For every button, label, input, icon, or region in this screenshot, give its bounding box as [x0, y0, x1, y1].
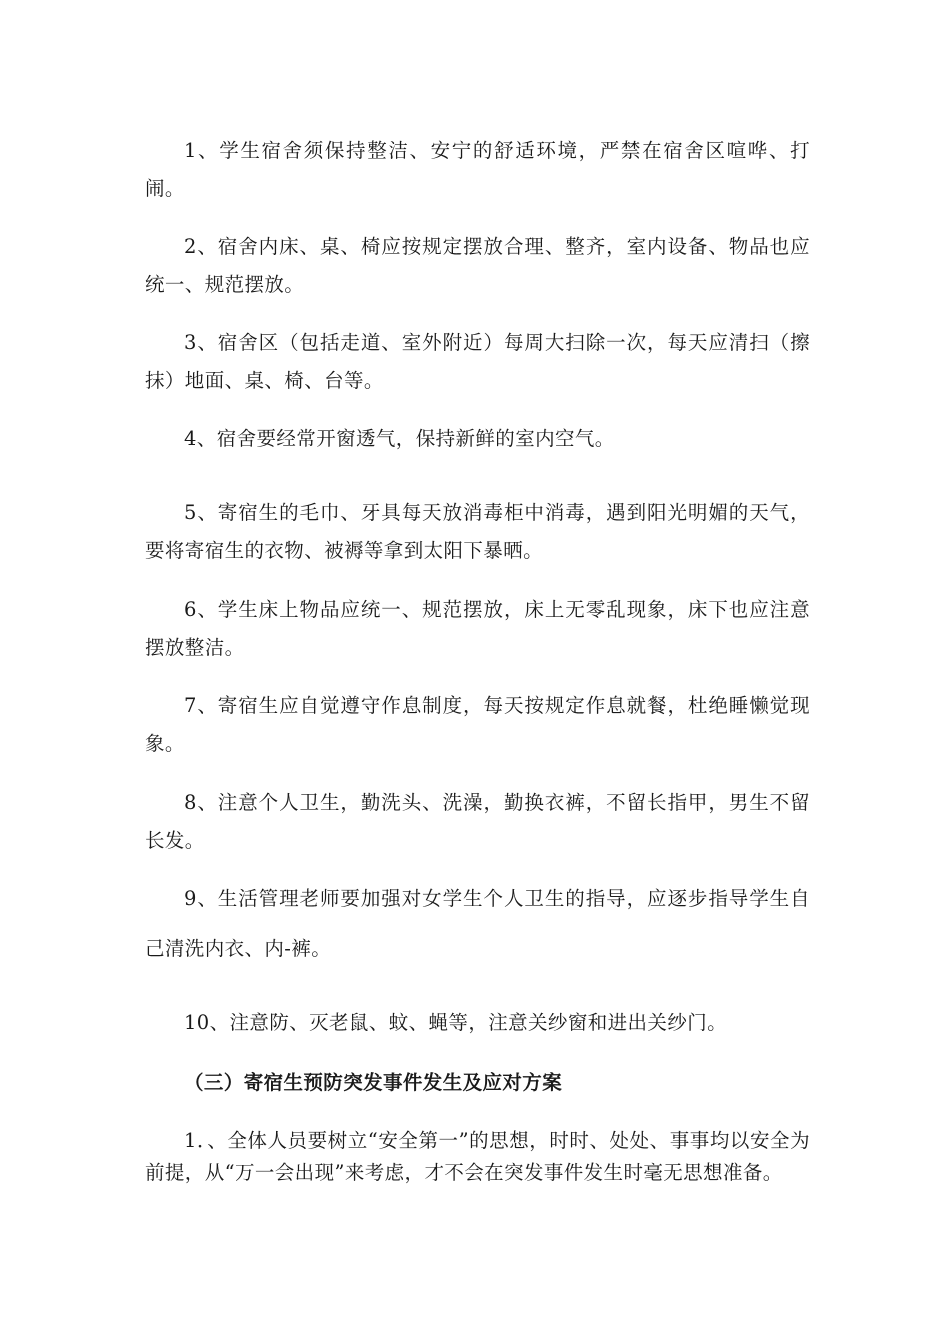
paragraph-3: 3、宿舍区（包括走道、室外附近）每周大扫除一次，每天应清扫（擦抹）地面、桌、椅、台等。 [145, 331, 810, 392]
paragraph-1: 1、学生宿舍须保持整洁、安宁的舒适环境，严禁在宿舍区喧哗、打闹。 [145, 139, 810, 200]
paragraph-10: 10、注意防、灭老鼠、蚊、蝇等，注意关纱窗和进出关纱门。 [184, 1011, 728, 1034]
paragraph-2: 2、宿舍内床、桌、椅应按规定摆放合理、整齐，室内设备、物品也应统一、规范摆放。 [145, 235, 810, 296]
paragraph-7: 7、寄宿生应自觉遵守作息制度，每天按规定作息就餐，杜绝睡懒觉现象。 [145, 694, 810, 755]
paragraph-6: 6、学生床上物品应统一、规范摆放，床上无零乱现象，床下也应注意摆放整洁。 [145, 598, 810, 659]
paragraph-9: 9、生活管理老师要加强对女学生个人卫生的指导，应逐步指导学生自己清洗内衣、内-裤。 [145, 887, 810, 960]
paragraph-5: 5、寄宿生的毛巾、牙具每天放消毒柜中消毒，遇到阳光明媚的天气，要将寄宿生的衣物、被褥等拿到太阳下暴晒。 [145, 501, 810, 562]
section-heading: （三）寄宿生预防突发事件发生及应对方案 [184, 1071, 563, 1094]
paragraph-4: 4、宿舍要经常开窗透气，保持新鲜的室内空气。 [184, 427, 615, 450]
section-paragraph-1: 1．、全体人员要树立“安全第一”的思想，时时、处处、事事均以安全为前提，从“万一会出现”来考虑，才不会在突发事件发生时毫无思想准备。 [145, 1129, 810, 1184]
paragraph-8: 8、注意个人卫生，勤洗头、洗澡，勤换衣裤，不留长指甲，男生不留长发。 [145, 791, 810, 852]
